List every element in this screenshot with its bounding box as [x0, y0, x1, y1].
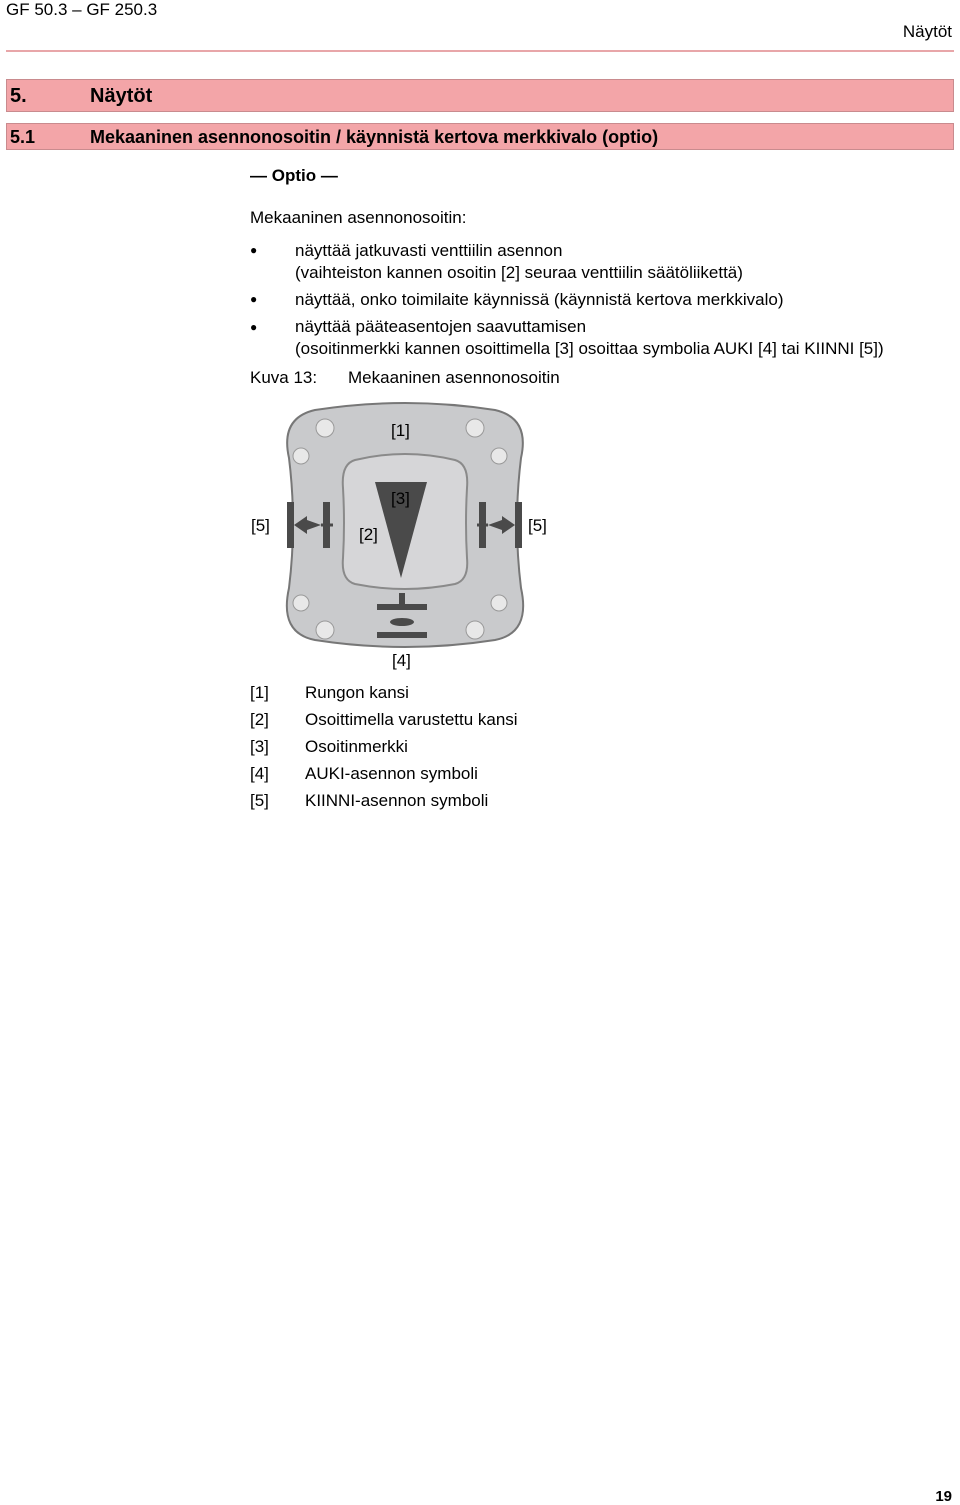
- bullet-icon: ●: [250, 320, 258, 334]
- callout-1: [1]: [391, 421, 410, 440]
- subsection-title: Mekaaninen asennonosoitin / käynnistä kertova merkkivalo (optio): [90, 127, 659, 147]
- bullet-3-line-1: näyttää pääteasentojen saavuttamisen: [295, 317, 587, 336]
- legend-text: Rungon kansi: [305, 683, 409, 702]
- callout-5-right: [5]: [528, 516, 547, 535]
- legend-text: AUKI-asennon symboli: [305, 764, 478, 783]
- legend-item: [250, 791, 488, 811]
- section-title: Näytöt: [90, 85, 153, 107]
- bullet-icon: ●: [250, 292, 258, 306]
- option-label: — Optio —: [250, 166, 338, 185]
- legend-item: [250, 764, 478, 784]
- subsection-number: 5.1: [10, 127, 36, 147]
- figure-caption-label: Kuva 13:: [250, 368, 318, 387]
- section-heading: [6, 79, 954, 112]
- callout-2: [2]: [359, 525, 378, 544]
- figure-caption: [250, 368, 560, 388]
- position-indicator-figure: [245, 398, 565, 678]
- header-document-title: GF 50.3 – GF 250.3: [6, 0, 158, 19]
- bullet-1-line-1: näyttää jatkuvasti venttiilin asennon: [295, 241, 563, 260]
- header-chapter-name: Näytöt: [902, 22, 952, 41]
- legend-item: [250, 710, 518, 730]
- legend-item: [250, 737, 408, 757]
- legend-number: [3]: [250, 737, 269, 756]
- legend-number: [5]: [250, 791, 269, 810]
- legend-text: KIINNI-asennon symboli: [305, 791, 489, 810]
- legend-number: [2]: [250, 710, 269, 729]
- bullet-2-line-1: näyttää, onko toimilaite käynnissä (käynnistä kertova merkkivalo): [295, 290, 784, 309]
- intro-text: Mekaaninen asennonosoitin:: [250, 208, 467, 227]
- legend-number: [1]: [250, 683, 269, 702]
- section-number: 5.: [10, 85, 27, 107]
- legend-text: Osoitinmerkki: [305, 737, 408, 756]
- figure-caption-text: Mekaaninen asennonosoitin: [348, 368, 560, 387]
- callout-5-left: [5]: [251, 516, 270, 535]
- page-number: 19: [935, 1488, 952, 1505]
- legend-text: Osoittimella varustettu kansi: [305, 710, 518, 729]
- header-divider: [6, 50, 954, 52]
- bullet-3-line-2: (osoitinmerkki kannen osoittimella [3] osoittaa symbolia AUKI [4] tai KIINNI [5]): [295, 339, 884, 358]
- callout-3: [3]: [391, 489, 410, 508]
- subsection-heading: [6, 123, 954, 150]
- bullet-1-line-2: (vaihteiston kannen osoitin [2] seuraa venttiilin säätöliikettä): [295, 263, 743, 282]
- legend-number: [4]: [250, 764, 269, 783]
- callout-4: [4]: [392, 651, 411, 670]
- bullet-icon: ●: [250, 243, 258, 257]
- legend-item: [250, 683, 409, 703]
